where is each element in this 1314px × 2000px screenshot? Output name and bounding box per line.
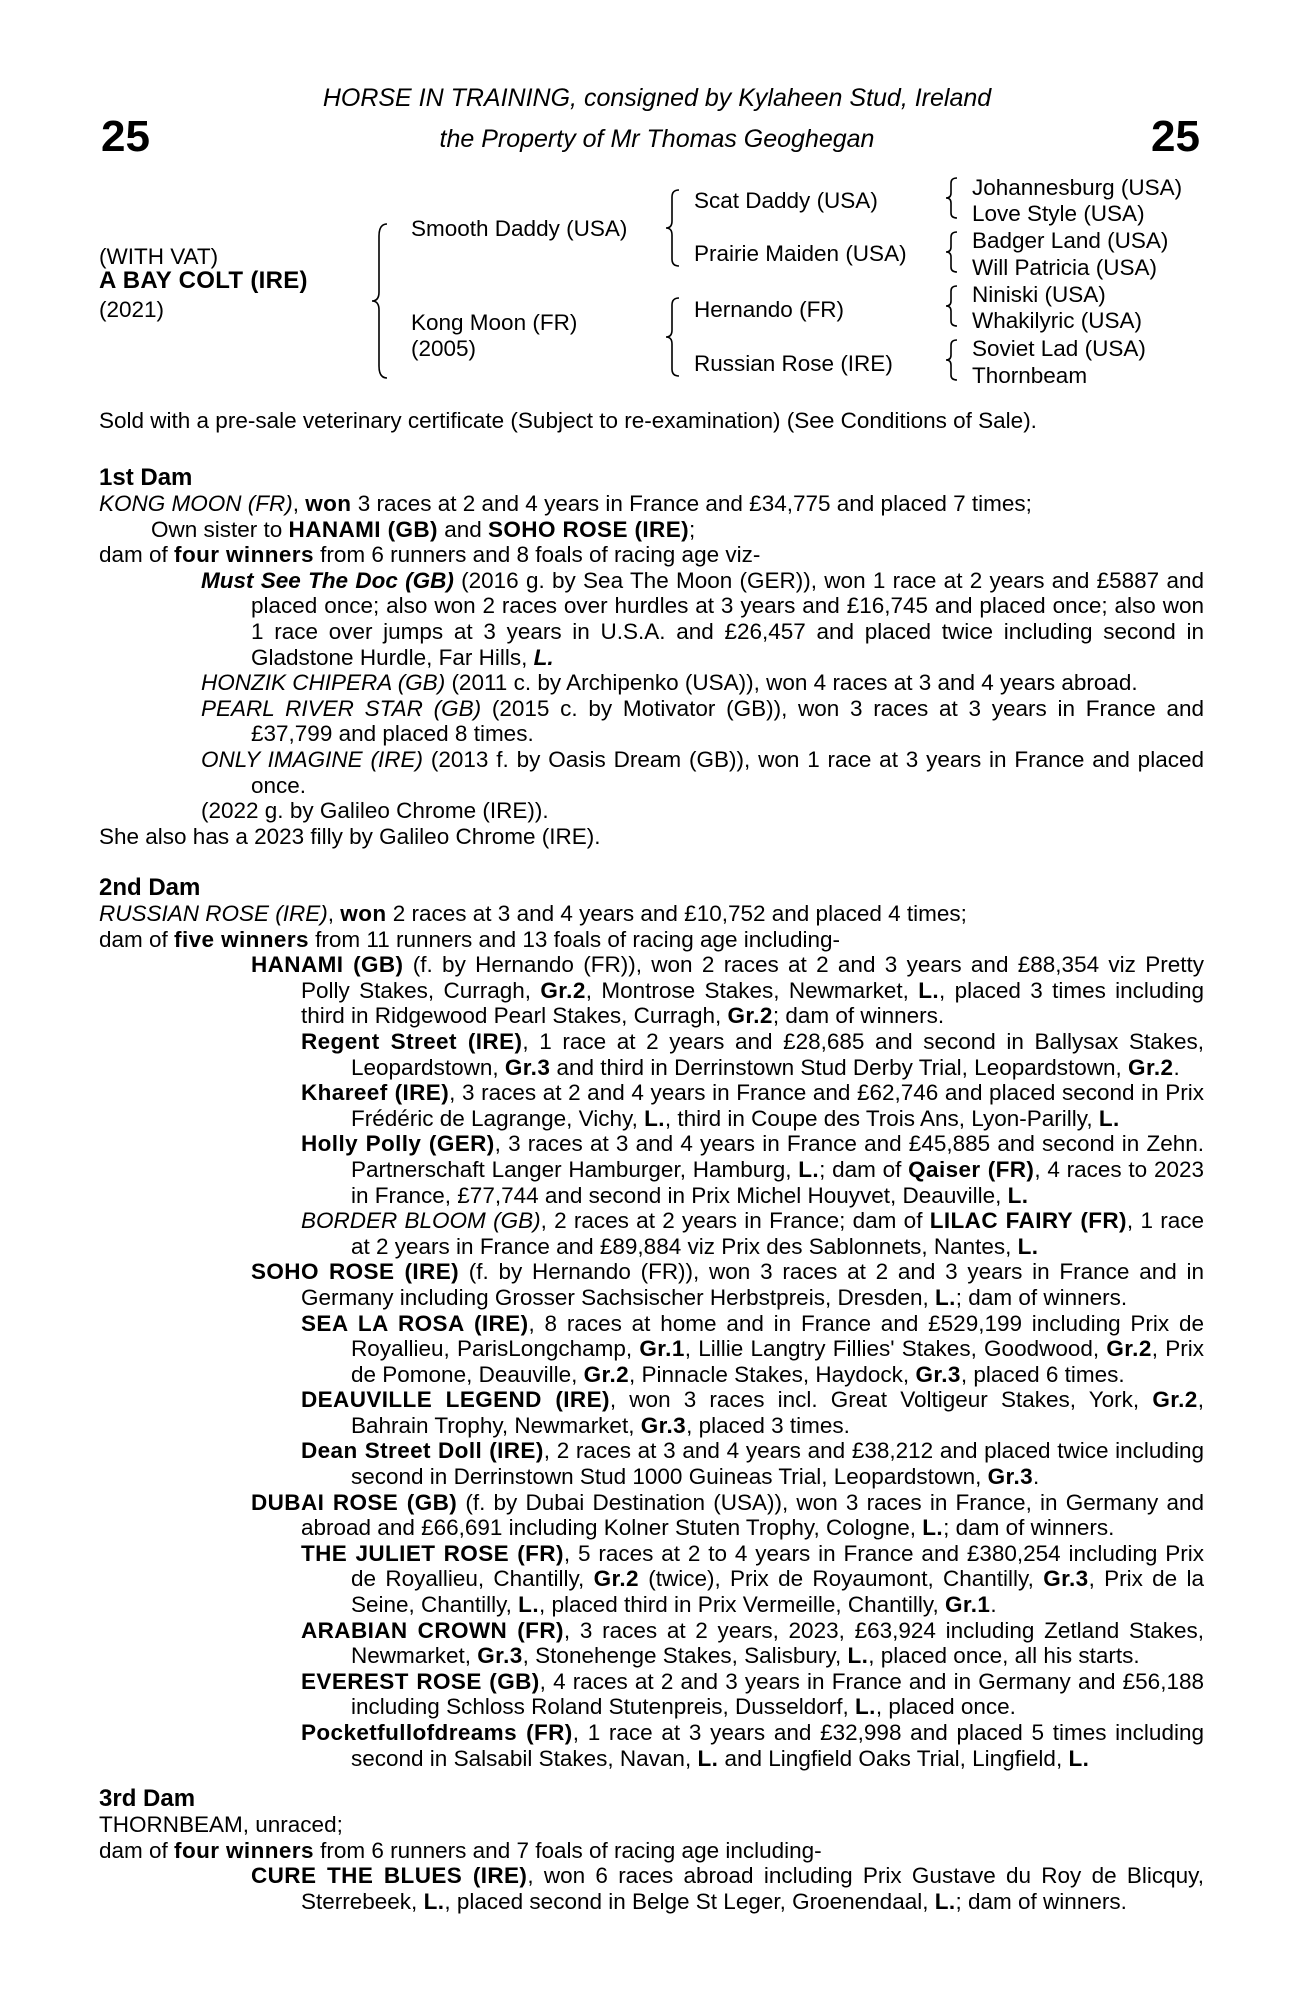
dam-sire: Hernando (FR) [694, 297, 845, 322]
second-dam-of-line: dam of five winners from 11 runners and 13 foals of racing age including- [99, 926, 841, 952]
first-dam-record: KONG MOON (FR), won 3 races at 2 and 4 years in France and £34,775 and placed 7 times; [99, 491, 1032, 516]
dss: Niniski (USA) [972, 282, 1106, 307]
produce-soho-rose: SOHO ROSE (IRE) (f. by Hernando (FR)), won 3 races at 2 and 3 years in France and in Germany including Grosser Sachsischer Herbstpreis, Dresden, L.; dam of winners. [251, 1259, 1204, 1310]
produce-dean-street-doll: Dean Street Doll (IRE), 2 races at 3 and 4 years and £38,212 and placed twice including second in Derrinstown Stud 1000 Guineas Trial, Leopardstown, Gr.3. [301, 1438, 1204, 1490]
progeny-honzik-chipera: HONZIK CHIPERA (GB) (2011 c. by Archipenko (USA)), won 4 races at 3 and 4 years abroad. [201, 670, 1138, 696]
sale-conditions: Sold with a pre-sale veterinary certificate (Subject to re-examination) (See Conditions of Sale). [99, 408, 1037, 433]
dsd: Whakilyric (USA) [972, 308, 1143, 333]
dam-year: (2005) [411, 336, 477, 361]
second-dam-record: RUSSIAN ROSE (IRE), won 2 races at 3 and 4 years and £10,752 and placed 4 times; [99, 901, 967, 926]
produce-sea-la-rosa: SEA LA ROSA (IRE), 8 races at home and in France and £529,199 including Prix de Royallieu, ParisLongchamp, Gr.1, Lillie Langtry Fillies' Stakes, Goodwood, Gr.2, Prix de Pomone, Deauville, Gr.2, Pinnacle Stakes, Haydock, Gr.3, placed 6 times. [301, 1310, 1204, 1387]
progeny-only-imagine: ONLY IMAGINE (IRE) (2013 f. by Oasis Dream (GB)), won 1 race at 3 years in France and placed once. [201, 746, 1204, 798]
produce-border-bloom: BORDER BLOOM (GB), 2 races at 2 years in France; dam of LILAC FAIRY (FR), 1 race at 2 years in France and £89,884 viz Prix des Sablonnets, Nantes, L. [301, 1208, 1205, 1259]
first-dam-section [99, 465, 1204, 849]
progeny-pearl-river-star: PEARL RIVER STAR (GB) (2015 c. by Motivator (GB)), won 3 races at 3 years in France and £37,799 and placed 8 times. [201, 695, 1204, 747]
dam-dam: Russian Rose (IRE) [694, 351, 893, 376]
dam-of-line: dam of four winners from 6 runners and 8 foals of racing age viz- [99, 542, 761, 568]
produce-dubai-rose: DUBAI ROSE (GB) (f. by Dubai Destination (USA)), won 3 races in France, in Germany and abroad and £66,691 including Kolner Stuten Trophy, Cologne, L.; dam of winners. [251, 1489, 1204, 1541]
sire: Smooth Daddy (USA) [411, 216, 628, 241]
ssd: Love Style (USA) [972, 201, 1145, 226]
produce-the-juliet-rose: THE JULIET ROSE (FR), 5 races at 2 to 4 years in France and £380,254 including Prix de Royallieu, Chantilly, Gr.2 (twice), Prix de Royaumont, Chantilly, Gr.3, Prix de la Seine, Chantilly, L., placed third in Prix Vermeille, Chantilly, Gr.1. [301, 1540, 1204, 1618]
horse-name: A BAY COLT (IRE) [99, 267, 308, 294]
produce-hanami: HANAMI (GB) (f. by Hernando (FR)), won 2 races at 2 and 3 years and £88,354 viz Pretty Polly Stakes, Curragh, Gr.2, Montrose Stakes, Newmarket, L., placed 3 times including third in Ridgewood Pearl Stakes, Curragh, Gr.2; dam of winners. [251, 952, 1204, 1029]
third-dam-of-line: dam of four winners from 6 runners and 7 foals of racing age including- [99, 1837, 822, 1863]
progeny-must-see-the-doc: Must See The Doc (GB) (2016 g. by Sea The Moon (GER)), won 1 race at 2 years and £5887 and placed once; also won 2 races over hurdles at 3 years and £16,745 and placed once; also won 1 race over jumps at 3 years in U.S.A. and £26,457 and placed twice including second in Gladstone Hurdle, Far Hills, L. [201, 567, 1204, 670]
produce-arabian-crown: ARABIAN CROWN (FR), 3 races at 2 years, 2023, £63,924 including Zetland Stakes, Newmarket, Gr.3, Stonehenge Stakes, Salisbury, L., placed once, all his starts. [301, 1617, 1204, 1669]
own-sister-line: Own sister to HANAMI (GB) and SOHO ROSE (IRE); [151, 516, 696, 542]
brace-sire [664, 188, 682, 268]
second-dam-title: 2nd Dam [99, 874, 201, 901]
sss: Johannesburg (USA) [972, 175, 1183, 200]
produce-khareef: Khareef (IRE), 3 races at 2 and 4 years in France and £62,746 and placed second in Prix Frédéric de Lagrange, Vichy, L., third in Coupe des Trois Ans, Lyon-Parilly, L. [301, 1080, 1204, 1131]
brace-sd [944, 230, 960, 274]
produce-everest-rose: EVEREST ROSE (GB), 4 races at 2 and 3 years in France and in Germany and £56,188 including Schloss Roland Stutenpreis, Dusseldorf, L., placed once. [301, 1668, 1204, 1720]
dds: Soviet Lad (USA) [972, 336, 1146, 361]
property-line: the Property of Mr Thomas Geoghegan [439, 125, 875, 153]
lot-number-right: 25 [1151, 112, 1200, 161]
brace-dam [664, 296, 682, 378]
vat-note: (WITH VAT) [99, 244, 219, 269]
horse-year: (2021) [99, 297, 165, 322]
sire-sire: Scat Daddy (USA) [694, 188, 878, 213]
ddd: Thornbeam [972, 363, 1088, 388]
produce-regent-street: Regent Street (IRE), 1 race at 2 years and £28,685 and second in Ballysax Stakes, Leopardstown, Gr.3 and third in Derrinstown Stud Derby Trial, Leopardstown, Gr.2. [301, 1028, 1204, 1080]
brace-ds [944, 284, 960, 328]
second-dam-section [99, 875, 1204, 1771]
produce-holly-polly: Holly Polly (GER), 3 races at 3 and 4 years in France and £45,885 and second in Zehn. Partnerschaft Langer Hamburger, Hamburg, L.; dam of Qaiser (FR), 4 races to 2023 in France, £77,744 and second in Prix Michel Houyvet, Deauville, L. [301, 1131, 1204, 1208]
brace-dd [944, 338, 960, 382]
sds: Badger Land (USA) [972, 228, 1169, 253]
also-has-line: She also has a 2023 filly by Galileo Chrome (IRE). [99, 823, 601, 849]
third-dam-record: THORNBEAM, unraced; [99, 1812, 343, 1837]
first-dam-title: 1st Dam [99, 464, 193, 491]
produce-cure-the-blues: CURE THE BLUES (IRE), won 6 races abroad including Prix Gustave du Roy de Blicquy, Sterrebeek, L., placed second in Belge St Leger, Groenendaal, L.; dam of winners. [251, 1863, 1204, 1914]
consignment-line: HORSE IN TRAINING, consigned by Kylaheen Stud, Ireland [322, 84, 992, 112]
progeny-2022-gelding: (2022 g. by Galileo Chrome (IRE)). [201, 798, 549, 824]
sire-dam: Prairie Maiden (USA) [694, 241, 907, 266]
lot-number-left: 25 [101, 112, 150, 161]
brace-ss [944, 176, 960, 220]
dam: Kong Moon (FR) [411, 310, 578, 335]
brace-gen1 [370, 222, 390, 380]
produce-pocketfullofdreams: Pocketfullofdreams (FR), 1 race at 3 years and £32,998 and placed 5 times including second in Salsabil Stakes, Navan, L. and Lingfield Oaks Trial, Lingfield, L. [301, 1720, 1204, 1771]
third-dam-title: 3rd Dam [99, 1785, 196, 1812]
third-dam-section [99, 1786, 1204, 1914]
sdd: Will Patricia (USA) [972, 255, 1158, 280]
produce-deauville-legend: DEAUVILLE LEGEND (IRE), won 3 races incl. Great Voltigeur Stakes, York, Gr.2, Bahrain Trophy, Newmarket, Gr.3, placed 3 times. [301, 1387, 1204, 1438]
